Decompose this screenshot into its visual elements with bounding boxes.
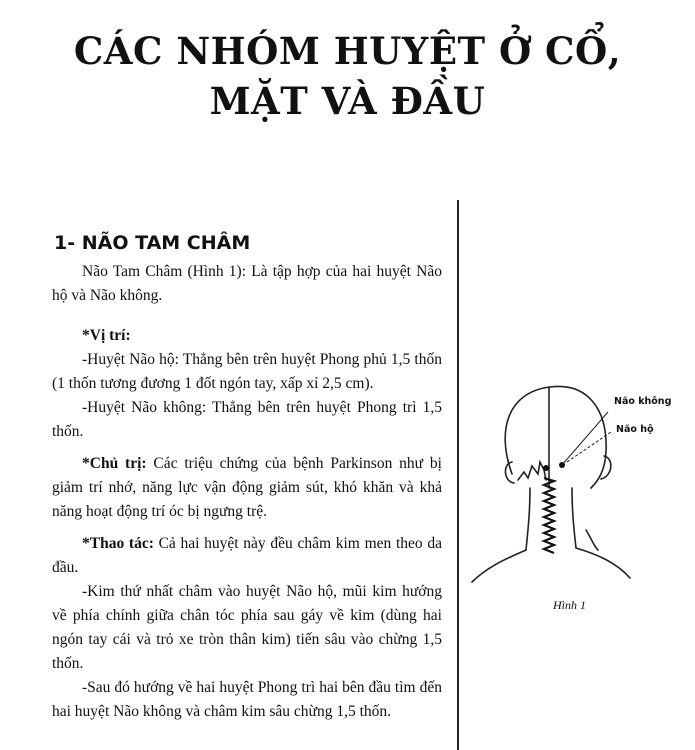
left-shoulder [472,550,526,582]
right-shoulder [576,548,630,578]
technique-step: -Sau đó hướng về hai huyệt Phong trì hai bên đầu tìm đến hai huyệt Não không và châm kim sâu chừng 1,5 thốn. [52,679,442,720]
leader-line-nao-ho [567,432,611,462]
spine [544,478,554,553]
technique-text: Cả hai huyệt này đều châm kim men theo da đầu. [52,535,442,576]
skull-outline [505,386,606,488]
intro-paragraph: Não Tam Châm (Hình 1): Là tập hợp của hai huyệt Não hộ và Não không. [52,263,442,304]
acupoint-nao-ho [543,465,549,471]
neck-muscle [586,530,598,550]
indication-paragraph [52,452,442,524]
neck-right [572,488,576,548]
technique-label: *Thao tác: [82,535,154,552]
position-item: -Huyệt Não hộ: Thẳng bên trên huyệt Phong phủ 1,5 thốn (1 thốn tương đương 1 đốt ngón tay, xấp xỉ 2,5 cm). [52,351,442,392]
column-divider [457,200,459,750]
figure-caption: Hình 1 [553,598,586,612]
head-drawing [468,370,693,620]
indication-text: Các triệu chứng của bệnh Parkinson như bị giảm trí nhớ, năng lực vận động giảm sút, khó khăn và khả năng hoạt động trí óc bị ngưng trệ. [52,455,442,520]
title-line-2: MẶT VÀ ĐẦU [209,79,486,123]
title-line-1: CÁC NHÓM HUYỆT Ở CỔ, [73,29,622,73]
technique-step: -Kim thứ nhất châm vào huyệt Não hộ, mũi kim hướng về phía chính giữa chân tóc phía sau gáy về kim (dùng hai ngón tay cái và trỏ xe tròn thân kim) tiến sâu vào chừng 1,5 thốn. [52,583,442,672]
position-label-paragraph [52,324,442,348]
position-item: -Huyệt Não không: Thẳng bên trên huyệt Phong trì 1,5 thốn. [52,399,442,440]
indication-label: *Chủ trị: [82,455,147,472]
technique-paragraph [52,532,442,580]
figure-head-illustration [468,370,693,620]
label-nao-ho: Não hộ [616,424,654,435]
main-text-column [52,230,442,724]
position-label: *Vị trí: [82,327,131,344]
page-title [0,26,695,126]
label-nao-khong: Não không [614,396,672,407]
section-heading: 1- NÃO TAM CHÂM [54,232,251,254]
neck-left [526,488,530,550]
hairline-left [518,462,546,480]
